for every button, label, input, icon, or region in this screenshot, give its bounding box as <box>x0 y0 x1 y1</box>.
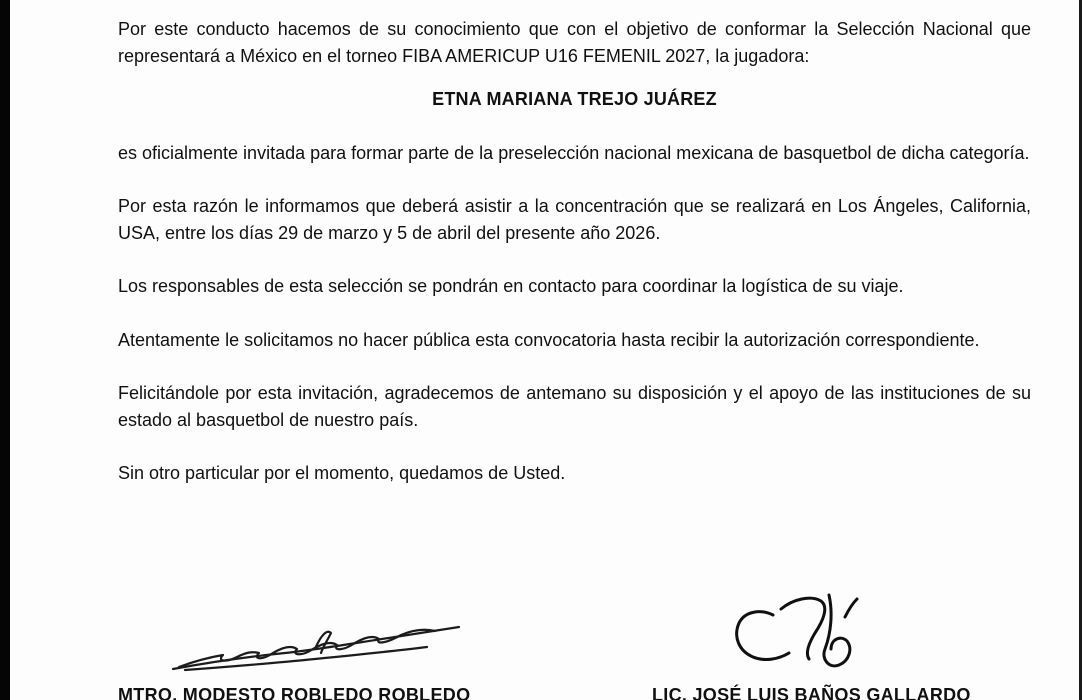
signature-block <box>0 585 1082 700</box>
player-name: ETNA MARIANA TREJO JUÁREZ <box>432 89 717 109</box>
right-signer-name: LIC. JOSÉ LUIS BAÑOS GALLARDO <box>652 685 971 700</box>
concentration-paragraph: Por esta razón le informamos que deberá asistir a la concentración que se realizará en Los Ángeles, California, USA, entre los días 29 de marzo y 5 de abril del presente año 2026. <box>118 196 1031 243</box>
intro-paragraph: Por este conducto hacemos de su conocimiento que con el objetivo de conformar la Selección Nacional que representará a México en el torneo FIBA AMERICUP U16 FEMENIL 2027, la jugadora: <box>118 19 1031 66</box>
closing-paragraph: Sin otro particular por el momento, quedamos de Usted. <box>118 463 566 483</box>
letter-body <box>118 16 1031 487</box>
left-signature-graphic <box>165 623 465 675</box>
confidentiality-paragraph: Atentamente le solicitamos no hacer pública esta convocatoria hasta recibir la autorización correspondiente. <box>118 329 980 350</box>
right-signature-graphic <box>725 587 875 685</box>
thanks-paragraph: Felicitándole por esta invitación, agradecemos de antemano su disposición y el apoyo de las instituciones de su estado al basquetbol de nuestro país. <box>118 383 1031 430</box>
invitation-paragraph: es oficialmente invitada para formar parte de la preselección nacional mexicana de basquetbol de dicha categoría. <box>118 142 1030 163</box>
left-signer-name: MTRO. MODESTO ROBLEDO ROBLEDO <box>118 685 471 700</box>
contact-paragraph: Los responsables de esta selección se pondrán en contacto para coordinar la logística de su viaje. <box>118 276 904 296</box>
